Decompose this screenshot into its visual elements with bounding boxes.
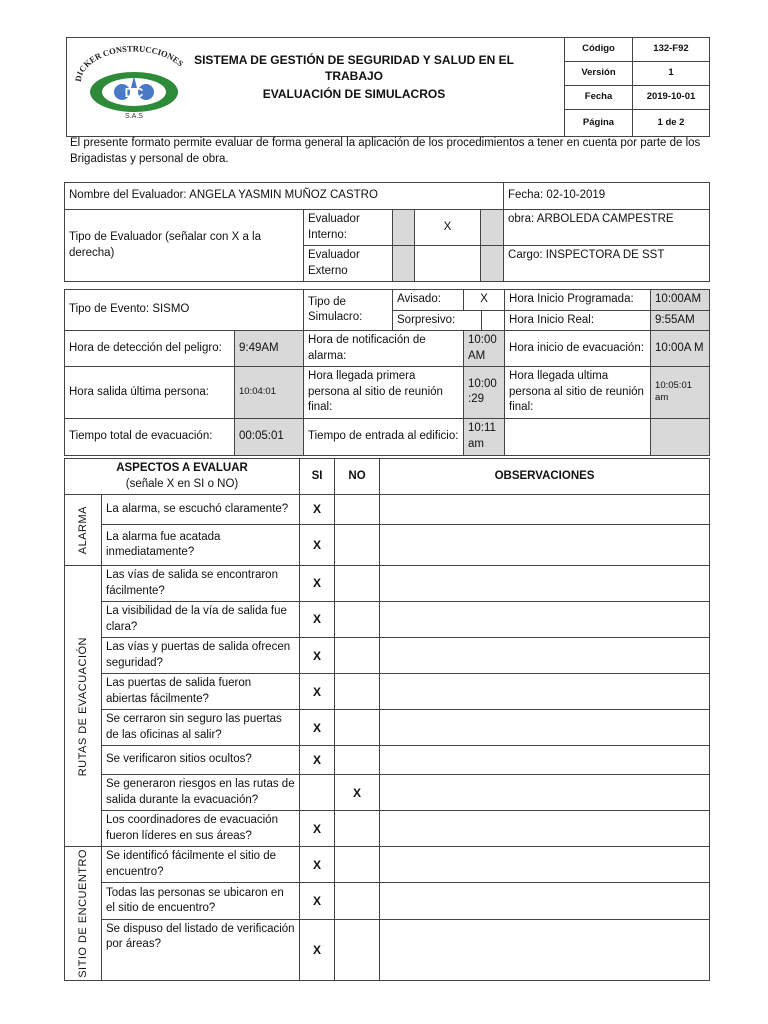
document-header [66,37,710,137]
question: La alarma, se escuchó claramente? [102,495,300,525]
question: La visibilidad de la vía de salida fue clara? [102,602,300,638]
observation [380,746,710,775]
internal-evaluator-label: Evaluador Interno: [304,210,393,246]
observation [380,602,710,638]
si-mark: X [300,811,335,847]
evaluator-type-label: Tipo de Evaluador (señalar con X a la derecha) [65,210,304,282]
no-mark [335,710,380,746]
question: Las puertas de salida fueron abiertas fácilmente? [102,674,300,710]
question: Las vías y puertas de salida ofrecen seguridad? [102,638,300,674]
last-person-out-value: 10:04:01 [235,367,304,419]
meta-label-fecha: Fecha [565,86,633,110]
internal-evaluator-mark: X [415,210,481,246]
start-real-value: 9:55AM [651,310,710,331]
no-mark [335,919,380,980]
internal-evaluator-box [393,210,415,246]
meta-label-pagina: Página [565,110,633,137]
no-mark [335,811,380,847]
detection-time-value: 9:49AM [235,331,304,367]
si-mark: X [300,710,335,746]
si-mark: X [300,883,335,919]
observation [380,710,710,746]
si-mark: X [300,495,335,525]
observation [380,495,710,525]
no-mark [335,674,380,710]
si-mark [300,775,335,811]
meta-value-codigo: 132-F92 [633,38,710,62]
external-evaluator-box [393,246,415,282]
no-mark [335,525,380,566]
first-arrival-value: 10:00 :29 [464,367,505,419]
no-mark [335,495,380,525]
gray-spacer [481,210,504,246]
gray-spacer [481,246,504,282]
si-mark: X [300,602,335,638]
intro-paragraph: El presente formato permite evaluar de forma general la aplicación de los procedimientos a tener en cuenta por parte de los Brigadistas y personal de obra. [70,137,701,166]
notification-time-label: Hora de notificación de alarma: [304,331,464,367]
observation [380,847,710,883]
cargo: Cargo: INSPECTORA DE SST [504,246,710,282]
si-mark: X [300,919,335,980]
group-label-rutas: RUTAS DE EVACUACIÓN [65,566,102,847]
logo-text: DICKER CONSTRUCCIONES [72,43,186,83]
evaluator-name: Nombre del Evaluador: ANGELA YASMIN MUÑOZ CASTRO [65,183,504,210]
no-mark [335,638,380,674]
aspects-header [65,459,300,495]
evaluator-table [64,182,710,282]
meta-value-pagina: 1 de 2 [633,110,710,137]
group-label-alarma: ALARMA [65,495,102,566]
first-arrival-label: Hora llegada primera persona al sitio de reunión final: [304,367,464,419]
evacuation-start-value: 10:00A M [651,331,710,367]
observation [380,638,710,674]
si-header: SI [300,459,335,495]
start-programmed-value: 10:00AM [651,290,710,311]
meta-label-codigo: Código [565,38,633,62]
question: La alarma fue acatada inmediatamente? [102,525,300,566]
observation [380,775,710,811]
event-type: Tipo de Evento: SISMO [65,290,304,331]
si-mark: X [300,674,335,710]
si-mark: X [300,566,335,602]
external-evaluator-mark [415,246,481,282]
no-mark [335,602,380,638]
last-person-out-label: Hora salida última persona: [65,367,235,419]
group-label-sitio: SITIO DE ENCUENTRO [65,847,102,981]
sorpresivo-label: Sorpresivo: [393,310,482,331]
meta-value-version: 1 [633,62,710,86]
notification-time-value: 10:00 AM [464,331,505,367]
question: Los coordinadores de evacuación fueron líderes en sus áreas? [102,811,300,847]
last-arrival-label: Hora llegada ultima persona al sitio de reunión final: [505,367,651,419]
aspects-table [64,458,710,981]
aspects-header-title: ASPECTOS A EVALUAR [116,462,248,474]
observation [380,566,710,602]
simulation-type-label: Tipo de Simulacro: [304,290,393,331]
observation [380,883,710,919]
no-mark [335,847,380,883]
start-programmed-label: Hora Inicio Programada: [505,290,651,311]
si-mark: X [300,746,335,775]
logo-initials: DC [124,85,144,100]
total-evacuation-time-label: Tiempo total de evacuación: [65,418,235,455]
system-title: SISTEMA DE GESTIÓN DE SEGURIDAD Y SALUD EN EL TRABAJO [194,53,514,84]
empty-cell [505,418,651,455]
question: Se cerraron sin seguro las puertas de las oficinas al salir? [102,710,300,746]
empty-cell [651,418,710,455]
logo-suffix: S.A.S [125,113,143,120]
observation [380,919,710,980]
si-mark: X [300,525,335,566]
building-entry-time-value: 10:11 am [464,418,505,455]
evacuation-start-label: Hora inicio de evacuación: [505,331,651,367]
si-mark: X [300,847,335,883]
obra-name: obra: ARBOLEDA CAMPESTRE [504,210,710,246]
meta-value-fecha: 2019-10-01 [633,86,710,110]
observation [380,674,710,710]
sorpresivo-mark [482,310,505,331]
observation [380,811,710,847]
si-mark: X [300,638,335,674]
no-mark [335,566,380,602]
observations-header: OBSERVACIONES [380,459,710,495]
last-arrival-value: 10:05:01 am [651,367,710,419]
avisado-mark: X [464,290,505,311]
external-evaluator-label: Evaluador Externo [304,246,393,282]
question: Se identificó fácilmente el sitio de encuentro? [102,847,300,883]
detection-time-label: Hora de detección del peligro: [65,331,235,367]
event-table [64,289,710,456]
start-real-label: Hora Inicio Real: [505,310,651,331]
no-mark: X [335,775,380,811]
question: Se dispuso del listado de verificación por áreas? [102,919,300,980]
no-mark [335,883,380,919]
total-evacuation-time-value: 00:05:01 [235,418,304,455]
document-title: EVALUACIÓN DE SIMULACROS [262,87,446,101]
observation [380,525,710,566]
question: Se generaron riesgos en las rutas de salida durante la evacuación? [102,775,300,811]
question: Las vías de salida se encontraron fácilmente? [102,566,300,602]
question: Se verificaron sitios ocultos? [102,746,300,775]
building-entry-time-label: Tiempo de entrada al edificio: [304,418,464,455]
no-mark [335,746,380,775]
no-header: NO [335,459,380,495]
avisado-label: Avisado: [393,290,464,311]
aspects-header-subtitle: (señale X en SI o NO) [125,477,239,490]
evaluation-date: Fecha: 02-10-2019 [504,183,710,210]
question: Todas las personas se ubicaron en el sitio de encuentro? [102,883,300,919]
meta-label-version: Versión [565,62,633,86]
header-title-cell [67,38,565,137]
